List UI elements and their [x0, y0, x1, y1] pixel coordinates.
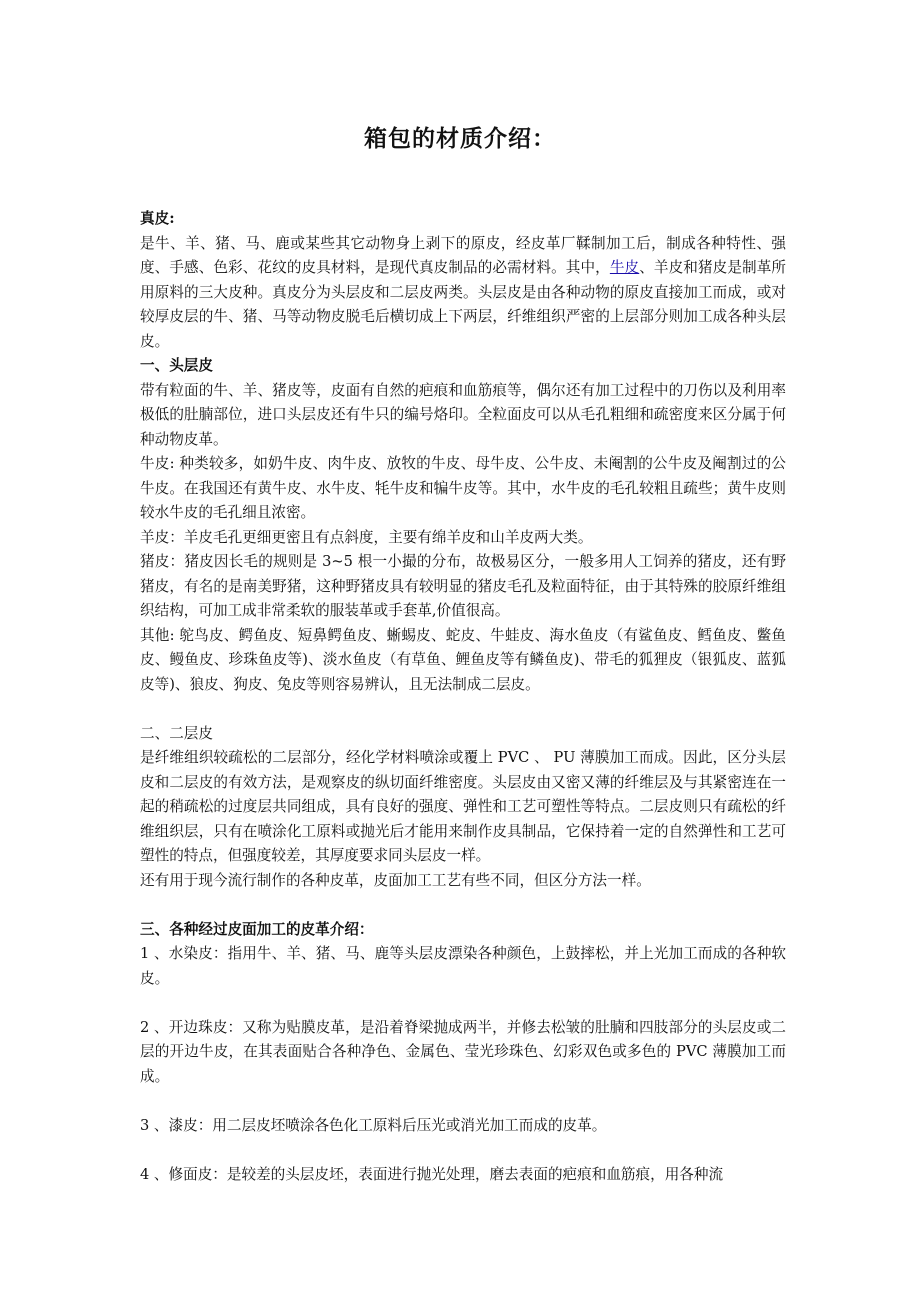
genuine-leather-text-after-link: 、羊皮和猪皮是制革所用原料的三大皮种。真皮分为头层皮和二层皮两类。头层皮是由各种动物的原皮直接加工而成，或对较厚皮层的牛、猪、马等动物皮脱毛后横切成上下两层，纤维组织严密的上层部分则加工成各种头层皮。 [140, 259, 786, 350]
pigskin-paragraph: 猪皮：猪皮因长毛的规则是 3~5 根一小撮的分布，故极易区分，一般多用人工饲养的猪皮，还有野猪皮，有名的是南美野猪，这种野猪皮具有较明显的猪皮毛孔及粒面特征，由于其特殊的胶原纤维组织结构，可加工成非常柔软的服装革或手套革,价值很高。 [140, 553, 786, 619]
blank-line [140, 1089, 786, 1114]
top-grain-heading: 一、头层皮 [140, 357, 213, 374]
processed-leather-heading: 三、各种经过皮面加工的皮革介绍： [140, 920, 374, 938]
document-title: 箱包的材质介绍： [364, 125, 556, 152]
processed-item-1: 1 、水染皮：指用牛、羊、猪、马、鹿等头层皮漂染各种颜色，上鼓摔松，并上光加工而成的各种软皮。 [140, 945, 786, 987]
processed-item-4: 4 、修面皮：是较差的头层皮坯，表面进行抛光处理，磨去表面的疤痕和血筋痕，用各种流 [140, 1165, 724, 1183]
blank-line [140, 1138, 786, 1163]
genuine-leather-paragraph [140, 232, 786, 355]
processed-item-2: 2 、开边珠皮：又称为贴膜皮革，是沿着脊梁抛成两半，并修去松皱的肚腩和四肢部分的头层皮或二层的开边牛皮，在其表面贴合各种净色、金属色、莹光珍珠色、幻彩双色或多色的 PVC 薄膜加工而成。 [140, 1018, 786, 1085]
document-body [140, 207, 786, 1187]
blank-line [140, 991, 786, 1016]
split-leather-paragraph: 是纤维组织较疏松的二层部分，经化学材料喷涂或覆上 PVC 、 PU 薄膜加工而成。因此，区分头层皮和二层皮的有效方法，是观察皮的纵切面纤维密度。头层皮由又密又薄的纤维层及与其紧密连在一起的稍疏松的过度层共同组成，具有良好的强度、弹性和工艺可塑性等特点。二层皮则只有疏松的纤维组织层，只有在喷涂化工原料或抛光后才能用来制作皮具制品，它保持着一定的自然弹性和工艺可塑性的特点，但强度较差，其厚度要求同头层皮一样。 [140, 749, 786, 864]
blank-line [140, 697, 786, 722]
cowhide-link[interactable]: 牛皮 [609, 259, 640, 276]
other-leathers-paragraph: 其他: 鸵鸟皮、鳄鱼皮、短鼻鳄鱼皮、蜥蜴皮、蛇皮、牛蛙皮、海水鱼皮（有鲨鱼皮、鳕鱼皮、鳖鱼皮、鳗鱼皮、珍珠鱼皮等)、淡水鱼皮（有草鱼、鲤鱼皮等有鳞鱼皮)、带毛的狐狸皮（银狐皮、蓝狐皮等)、狼皮、狗皮、兔皮等则容易辨认，且无法制成二层皮。 [140, 626, 786, 693]
top-grain-intro: 带有粒面的牛、羊、猪皮等，皮面有自然的疤痕和血筋痕等，偶尔还有加工过程中的刀伤以及利用率极低的肚腩部位，进口头层皮还有牛只的编号烙印。全粒面皮可以从毛孔粗细和疏密度来区分属于何种动物皮革。 [140, 381, 786, 448]
genuine-leather-heading: 真皮: [140, 210, 175, 227]
blank-line [140, 893, 786, 918]
split-leather-heading: 二、二层皮 [140, 724, 213, 742]
genuine-leather-text-before-link: 是牛、羊、猪、马、鹿或某些其它动物身上剥下的原皮，经皮革厂鞣制加工后，制成各种特性、强度、手感、色彩、花纹的皮具材料，是现代真皮制品的必需材料。其中， [140, 234, 786, 276]
cowhide-paragraph: 牛皮: 种类较多，如奶牛皮、肉牛皮、放牧的牛皮、母牛皮、公牛皮、未阉割的公牛皮及阉割过的公牛皮。在我国还有黄牛皮、水牛皮、牦牛皮和犏牛皮等。其中，水牛皮的毛孔较粗且疏些；黄牛皮则较水牛皮的毛孔细且浓密。 [140, 455, 786, 521]
modern-leather-paragraph: 还有用于现今流行制作的各种皮革，皮面加工工艺有些不同，但区分方法一样。 [140, 871, 651, 889]
processed-item-3: 3 、漆皮：用二层皮坯喷涂各色化工原料后压光或消光加工而成的皮革。 [140, 1116, 607, 1134]
sheepskin-paragraph: 羊皮：羊皮毛孔更细更密且有点斜度，主要有绵羊皮和山羊皮两大类。 [140, 528, 593, 546]
